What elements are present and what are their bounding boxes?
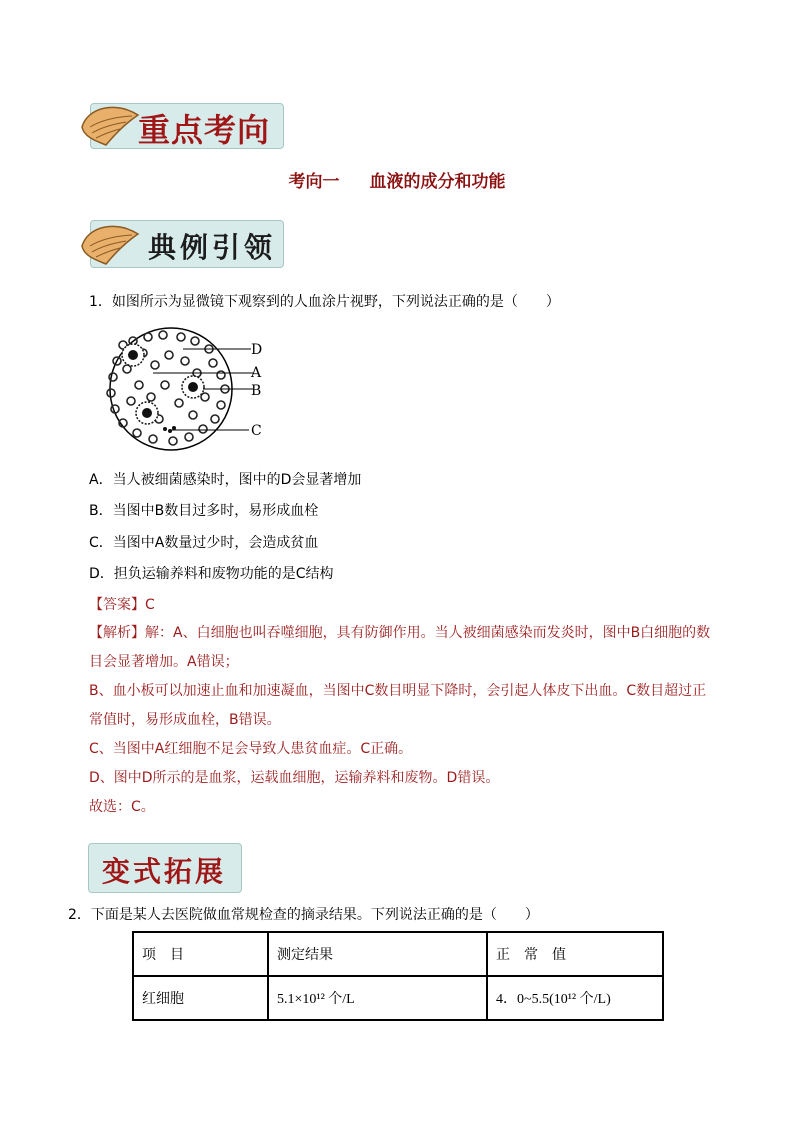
question-number: 2． — [68, 907, 91, 923]
shell-icon — [76, 214, 146, 270]
table-header: 正 常 值 — [487, 932, 663, 976]
blood-smear-diagram — [93, 325, 293, 455]
table-header: 项 目 — [133, 932, 268, 976]
label-b: B — [251, 383, 262, 399]
banner-text: 重点考向 — [138, 111, 271, 149]
label-d: D — [251, 342, 263, 358]
analysis-line-6: D、图中D所示的是血浆，运载血细胞，运输养料和废物。D错误。 — [89, 770, 500, 786]
table-cell: 5.1×10¹² 个/L — [268, 976, 487, 1020]
answer-line — [89, 594, 155, 614]
table-cell: 红细胞 — [133, 976, 268, 1020]
answer-label: 【答案】 — [89, 597, 145, 613]
question-number: 1． — [89, 294, 112, 310]
blood-test-table — [132, 931, 664, 1021]
question-1-stem — [89, 292, 560, 312]
section-prefix: 考向一 — [288, 172, 340, 192]
section-title — [0, 167, 794, 192]
analysis-line-1: 【解析】解：A、白细胞也叫吞噬细胞，具有防御作用。当人被细菌感染而发炎时，图中B白细胞的数 — [89, 625, 711, 641]
question-text: 下面是某人去医院做血常规检查的摘录结果。下列说法正确的是（ ） — [90, 907, 539, 923]
section-name: 血液的成分和功能 — [369, 172, 506, 192]
banner-text: 典例引领 — [148, 231, 277, 264]
option-a: A．当人被细菌感染时，图中的D会显著增加 — [89, 472, 362, 488]
analysis-line-2: 目会显著增加。A错误； — [89, 654, 239, 670]
analysis — [89, 619, 729, 822]
analysis-line-7: 故选：C。 — [89, 799, 155, 815]
analysis-line-5: C、当图中A红细胞不足会导致人患贫血症。C正确。 — [89, 741, 413, 757]
question-2-stem — [68, 905, 539, 925]
shell-icon — [76, 97, 146, 151]
label-c: C — [251, 423, 262, 439]
answer-value: C — [145, 597, 155, 613]
table-header: 测定结果 — [268, 932, 487, 976]
table-row — [133, 976, 663, 1020]
table-header-row — [133, 932, 663, 976]
question-text: 如图所示为显微镜下观察到的人血涂片视野，下列说法正确的是（ ） — [111, 294, 560, 310]
option-b: B．当图中B数目过多时，易形成血栓 — [89, 503, 319, 519]
analysis-label: 【解析】 — [89, 625, 145, 641]
label-a: A — [251, 365, 262, 381]
banner-text: 变式拓展 — [102, 855, 227, 888]
table-cell: 4．0~5.5(10¹² 个/L) — [487, 976, 663, 1020]
key-focus-banner — [76, 97, 282, 151]
analysis-line-4: 常值时，易形成血栓，B错误。 — [89, 712, 281, 728]
option-d: D．担负运输养料和废物功能的是C结构 — [89, 566, 334, 582]
option-c: C．当图中A数量过少时，会造成贫血 — [89, 535, 319, 551]
typical-example-banner — [76, 214, 282, 270]
variant-extension-banner — [88, 843, 242, 893]
analysis-line-3: B、血小板可以加速止血和加速凝血，当图中C数目明显下降时，会引起人体皮下出血。C数目超过正 — [89, 683, 707, 699]
